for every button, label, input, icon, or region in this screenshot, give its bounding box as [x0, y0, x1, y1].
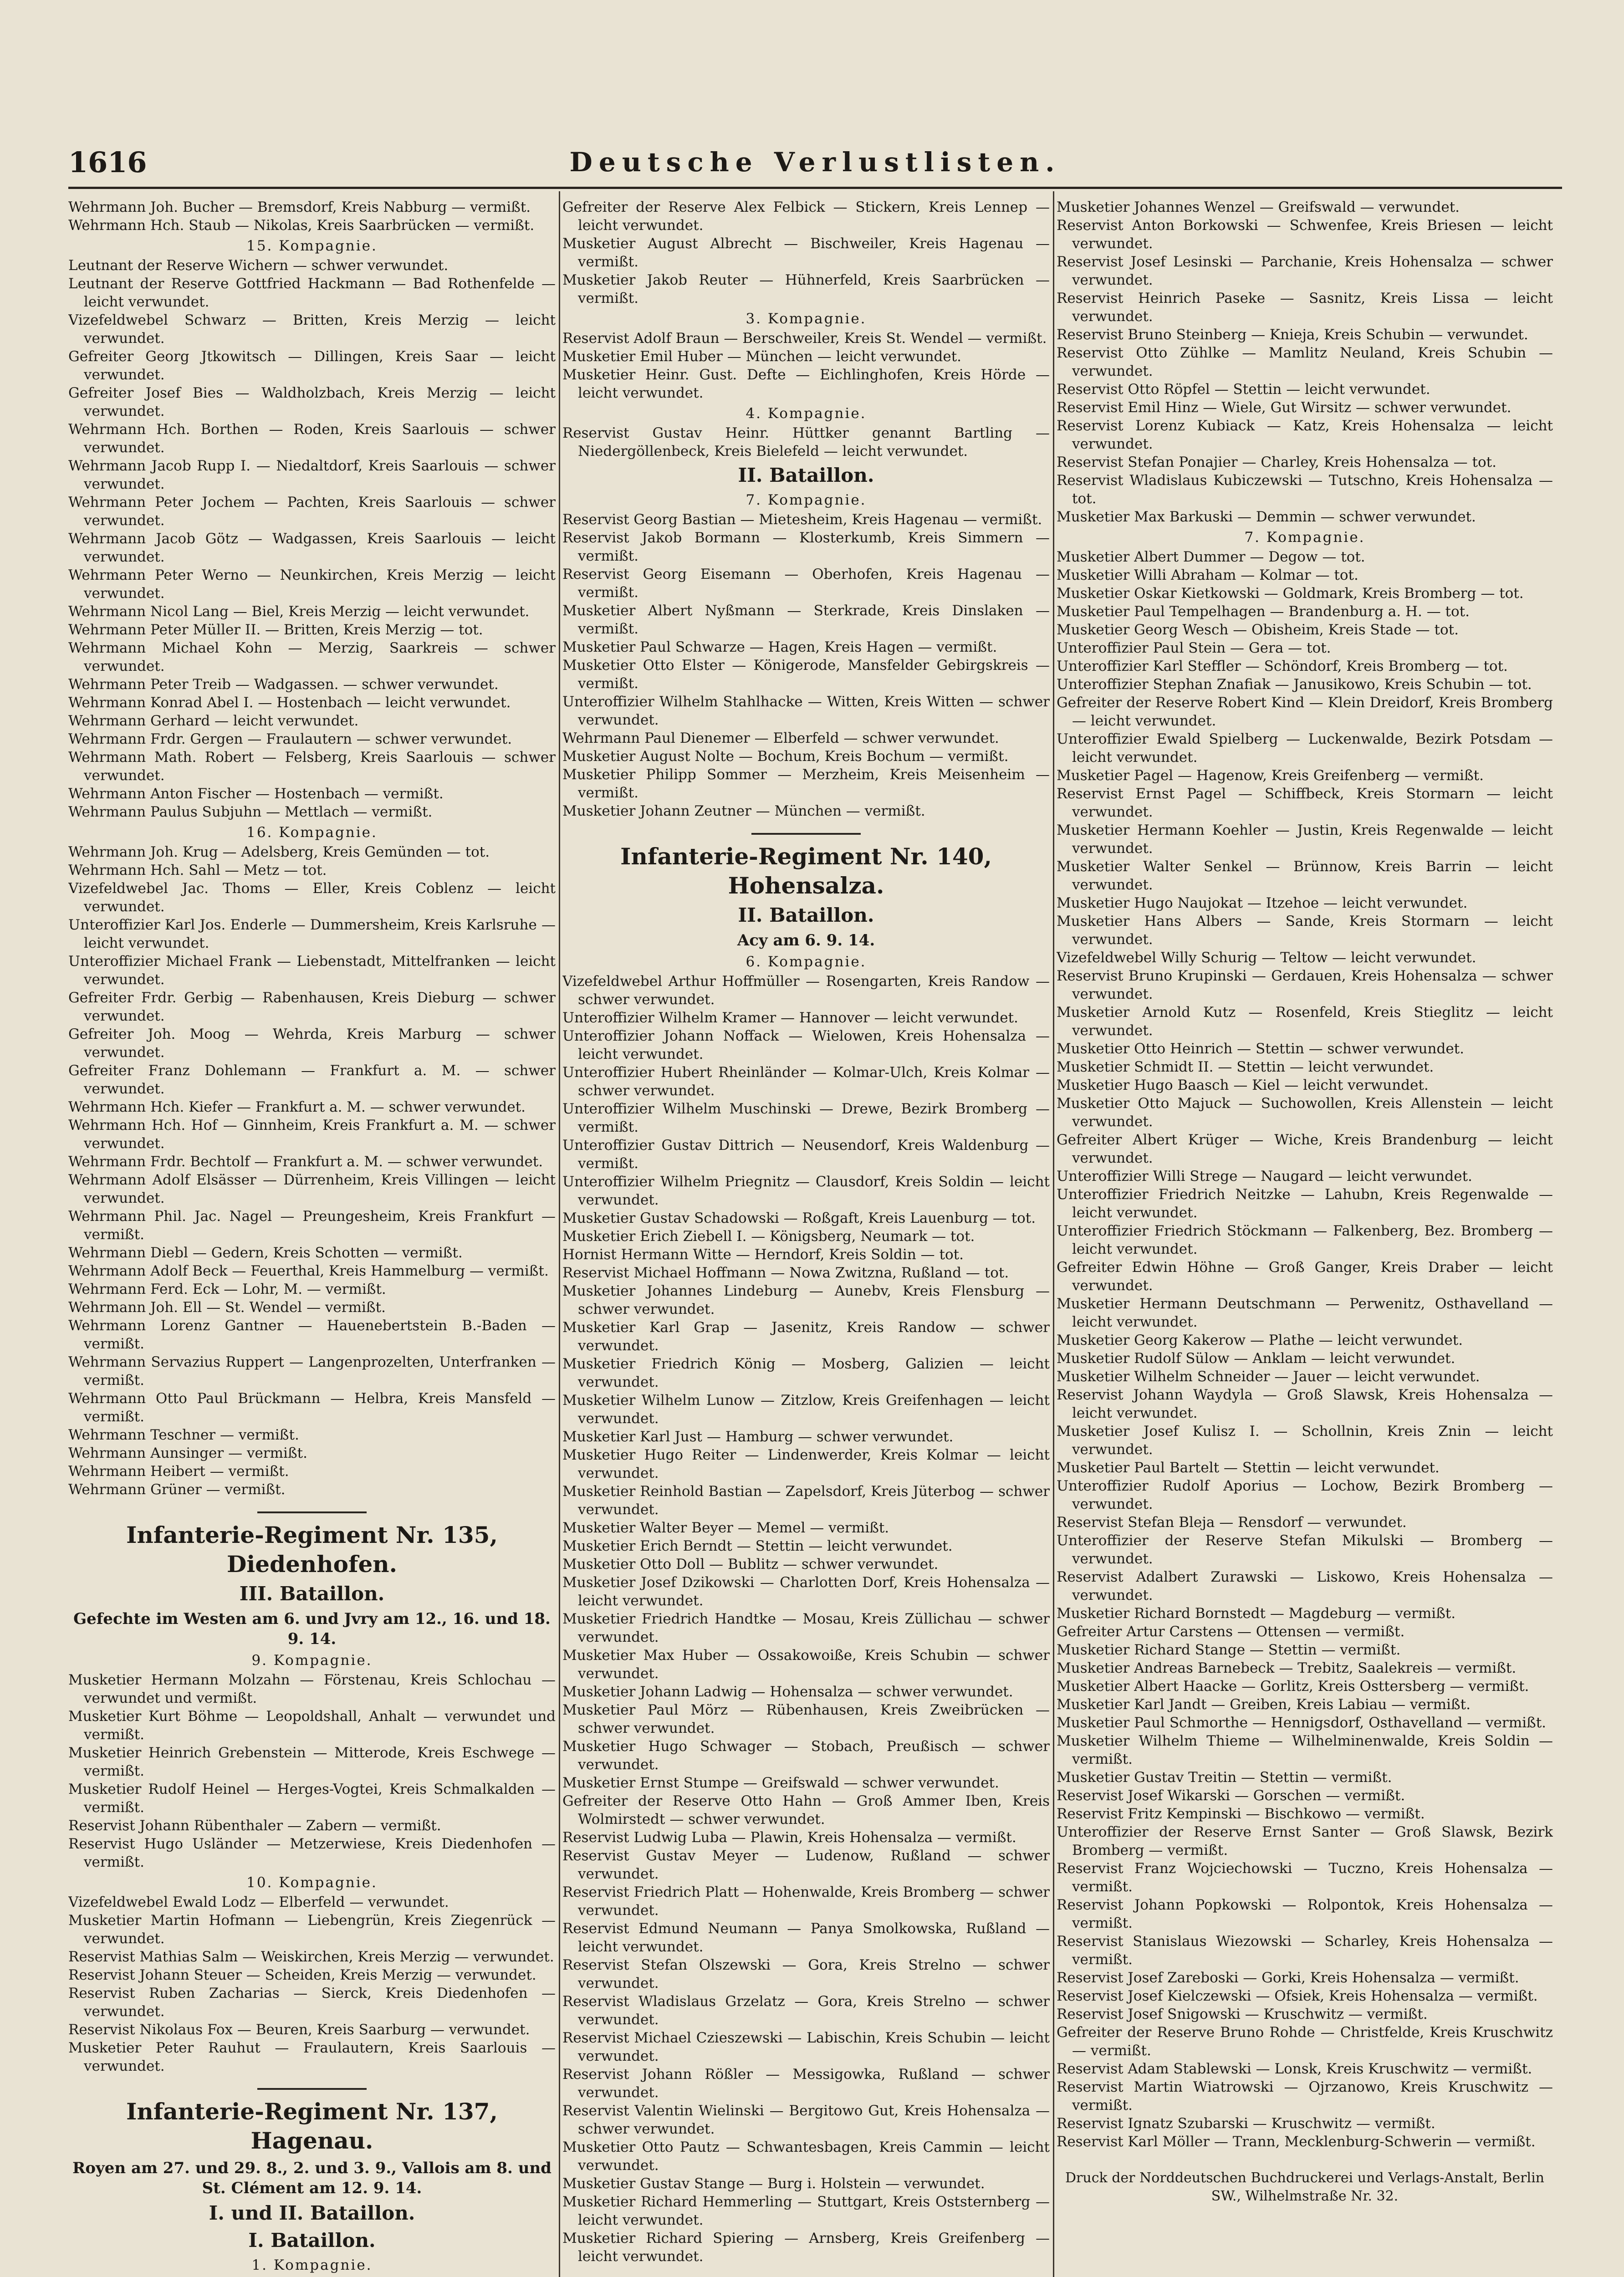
- casualty-entry: Musketier Otto Majuck — Suchowollen, Kreis Allenstein — leicht verwundet.: [1057, 1095, 1553, 1130]
- casualty-entry: Musketier Albert Haacke — Gorlitz, Kreis Osttersberg — vermißt.: [1057, 1678, 1529, 1695]
- battle-subheading: Royen am 27. und 29. 8., 2. und 3. 9., Vallois am 8. und St. Clément am 12. 9. 14.: [72, 2159, 552, 2197]
- section-rule: [257, 2088, 367, 2090]
- casualty-entry: Gefreiter der Reserve Otto Hahn — Groß Ammer Iben, Kreis Wolmirstedt — schwer verwundet.: [562, 1793, 1050, 1828]
- casualty-entry: Musketier Paul Bartelt — Stettin — leicht verwundet.: [1057, 1460, 1440, 1476]
- entry-list: [562, 511, 1050, 820]
- casualty-entry: Reservist Otto Zühlke — Mamlitz Neuland, Kreis Schubin — verwundet.: [1057, 345, 1553, 379]
- casualty-entry: Musketier Wilhelm Schneider — Jauer — leicht verwundet.: [1057, 1368, 1480, 1385]
- casualty-entry: Reservist Mathias Salm — Weiskirchen, Kreis Merzig — verwundet.: [68, 1949, 554, 1965]
- casualty-entry: Unteroffizier der Reserve Stefan Mikulski — Bromberg — verwundet.: [1057, 1532, 1553, 1567]
- casualty-entry: Reservist Franz Wojciechowski — Tuczno, Kreis Hohensalza — vermißt.: [1057, 1860, 1553, 1895]
- casualty-entry: Wehrmann Jacob Götz — Wadgassen, Kreis Saarlouis — leicht verwundet.: [68, 531, 556, 565]
- casualty-entry: Wehrmann Gerhard — leicht verwundet.: [68, 713, 359, 729]
- casualty-entry: Musketier Hugo Schwager — Stobach, Preußisch — schwer verwundet.: [562, 1738, 1050, 1773]
- casualty-entry: Unteroffizier Wilhelm Priegnitz — Clausdorf, Kreis Soldin — leicht verwundet.: [562, 1174, 1050, 1208]
- casualty-entry: Wehrmann Joh. Ell — St. Wendel — vermißt.: [68, 1299, 386, 1316]
- casualty-entry: Wehrmann Aunsinger — vermißt.: [68, 1445, 307, 1461]
- entry-list: [68, 198, 556, 235]
- casualty-entry: Musketier Georg Kakerow — Plathe — leicht verwundet.: [1057, 1332, 1463, 1348]
- running-title: Deutsche Verlustlisten.: [569, 147, 1061, 178]
- casualty-entry: Wehrmann Hch. Hof — Ginnheim, Kreis Frankfurt a. M. — schwer verwundet.: [68, 1117, 556, 1152]
- casualty-entry: Reservist Fritz Kempinski — Bischkowo — vermißt.: [1057, 1806, 1425, 1822]
- casualty-entry: Vizefeldwebel Arthur Hoffmüller — Rosengarten, Kreis Randow — schwer verwundet.: [562, 973, 1050, 1008]
- casualty-entry: Musketier Georg Wesch — Obisheim, Kreis Stade — tot.: [1057, 622, 1459, 638]
- casualty-entry: Musketier Walter Beyer — Memel — vermißt.: [562, 1520, 889, 1536]
- entry-list: [1057, 198, 1553, 526]
- casualty-entry: Wehrmann Peter Müller II. — Britten, Kreis Merzig — tot.: [68, 622, 483, 638]
- casualty-entry: Wehrmann Joh. Bucher — Bremsdorf, Kreis Nabburg — vermißt.: [68, 199, 531, 215]
- casualty-entry: Musketier Ernst Stumpe — Greifswald — schwer verwundet.: [562, 1775, 999, 1791]
- casualty-entry: Unteroffizier Gustav Dittrich — Neusendorf, Kreis Waldenburg — vermißt.: [562, 1137, 1050, 1172]
- casualty-entry: Reservist Michael Hoffmann — Nowa Zwitzna, Rußland — tot.: [562, 1265, 1009, 1281]
- casualty-entry: Gefreiter Frdr. Gerbig — Rabenhausen, Kreis Dieburg — schwer verwundet.: [68, 990, 556, 1024]
- battalion-heading: I. Bataillon.: [248, 2229, 376, 2251]
- casualty-entry: Musketier Johann Ladwig — Hohensalza — schwer verwundet.: [562, 1684, 1013, 1700]
- casualty-entry: Unteroffizier Rudolf Aporius — Lochow, Bezirk Bromberg — verwundet.: [1057, 1478, 1553, 1512]
- casualty-entry: Musketier Philipp Sommer — Merzheim, Kreis Meisenheim — vermißt.: [562, 766, 1050, 801]
- casualty-entry: Musketier Arnold Kutz — Rosenfeld, Kreis Stieglitz — leicht verwundet.: [1057, 1004, 1553, 1039]
- section-rule: [257, 1511, 367, 1513]
- casualty-entry: Reservist Johann Waydyla — Groß Slawsk, Kreis Hohensalza — leicht verwundet.: [1057, 1387, 1553, 1421]
- casualty-entry: Wehrmann Math. Robert — Felsberg, Kreis Saarlouis — schwer verwundet.: [68, 749, 556, 784]
- column-divider: [1053, 191, 1054, 2277]
- casualty-entry: Musketier Willi Abraham — Kolmar — tot.: [1057, 567, 1358, 583]
- entry-list: [68, 1671, 556, 1871]
- casualty-entry: Reservist Georg Eisemann — Oberhofen, Kreis Hagenau — vermißt.: [562, 566, 1050, 601]
- casualty-entry: Wehrmann Hch. Kiefer — Frankfurt a. M. — schwer verwundet.: [68, 1099, 526, 1115]
- casualty-entry: Reservist Johann Steuer — Scheiden, Kreis Merzig — verwundet.: [68, 1967, 536, 1983]
- casualty-entry: Musketier Jakob Reuter — Hühnerfeld, Kreis Saarbrücken — vermißt.: [562, 272, 1050, 306]
- casualty-entry: Reservist Valentin Wielinski — Bergitowo Gut, Kreis Hohensalza — schwer verwundet.: [562, 2103, 1050, 2137]
- casualty-entry: Reservist Adalbert Zurawski — Liskowo, Kreis Hohensalza — verwundet.: [1057, 1569, 1553, 1603]
- casualty-entry: Reservist Michael Czieszewski — Labischin, Kreis Schubin — leicht verwundet.: [562, 2030, 1050, 2064]
- casualty-entry: Musketier Paul Tempelhagen — Brandenburg a. H. — tot.: [1057, 603, 1470, 620]
- casualty-entry: Reservist Stefan Olszewski — Gora, Kreis Strelno — schwer verwundet.: [562, 1957, 1050, 1991]
- casualty-entry: Musketier Gustav Stange — Burg i. Holstein — verwundet.: [562, 2175, 985, 2192]
- casualty-entry: Musketier August Nolte — Bochum, Kreis Bochum — vermißt.: [562, 748, 1009, 765]
- company-heading: 6. Kompagnie.: [746, 954, 867, 970]
- casualty-entry: Unteroffizier Michael Frank — Liebenstadt, Mittelfranken — leicht verwundet.: [68, 953, 556, 988]
- casualty-entry: Reservist Ludwig Luba — Plawin, Kreis Hohensalza — vermißt.: [562, 1829, 1016, 1846]
- casualty-entry: Musketier Erich Berndt — Stettin — leicht verwundet.: [562, 1538, 953, 1554]
- casualty-entry: Reservist Edmund Neumann — Panya Smolkowska, Rußland — leicht verwundet.: [562, 1920, 1050, 1955]
- casualty-entry: Wehrmann Otto Paul Brückmann — Helbra, Kreis Mansfeld — vermißt.: [68, 1390, 556, 1425]
- casualty-entry: Vizefeldwebel Willy Schurig — Teltow — leicht verwundet.: [1057, 950, 1476, 966]
- casualty-entry: Musketier Johann Zeutner — München — vermißt.: [562, 803, 925, 819]
- battalion-heading: II. Bataillon.: [738, 464, 874, 486]
- casualty-entry: Musketier Walter Senkel — Brünnow, Kreis Barrin — leicht verwundet.: [1057, 858, 1553, 893]
- casualty-entry: Musketier Hermann Koehler — Justin, Kreis Regenwalde — leicht verwundet.: [1057, 822, 1553, 857]
- casualty-entry: Reservist Stanislaus Wiezowski — Scharley, Kreis Hohensalza — vermißt.: [1057, 1933, 1553, 1968]
- regiment-title: Infanterie-Regiment Nr. 137, Hagenau.: [126, 2098, 498, 2154]
- casualty-entry: Reservist Bruno Krupinski — Gerdauen, Kreis Hohensalza — schwer verwundet.: [1057, 968, 1553, 1002]
- casualty-entry: Musketier Albert Dummer — Degow — tot.: [1057, 549, 1365, 565]
- casualty-entry: Wehrmann Peter Jochem — Pachten, Kreis Saarlouis — schwer verwundet.: [68, 494, 556, 529]
- casualty-entry: Reservist Hugo Usländer — Metzerwiese, Kreis Diedenhofen — vermißt.: [68, 1836, 556, 1870]
- casualty-entry: Wehrmann Michael Kohn — Merzig, Saarkreis — schwer verwundet.: [68, 640, 556, 674]
- column-1: [68, 198, 556, 2277]
- casualty-entry: Wehrmann Ferd. Eck — Lohr, M. — vermißt.: [68, 1281, 386, 1297]
- company-heading: 7. Kompagnie.: [746, 492, 867, 508]
- battalion-heading: II. Bataillon.: [738, 904, 874, 926]
- casualty-entry: Gefreiter Albert Krüger — Wiche, Kreis Brandenburg — leicht verwundet.: [1057, 1132, 1553, 1166]
- casualty-entry: Musketier Otto Doll — Bublitz — schwer verwundet.: [562, 1556, 939, 1572]
- casualty-entry: Musketier Max Barkuski — Demmin — schwer verwundet.: [1057, 509, 1476, 525]
- casualty-entry: Musketier Schmidt II. — Stettin — leicht verwundet.: [1057, 1059, 1434, 1075]
- column-3: [1057, 198, 1553, 2277]
- entry-list: [562, 424, 1050, 460]
- casualty-entry: Wehrmann Teschner — vermißt.: [68, 1427, 299, 1443]
- casualty-entry: Gefreiter der Reserve Robert Kind — Klein Dreidorf, Kreis Bromberg — leicht verwundet.: [1057, 694, 1553, 729]
- entry-list: [562, 198, 1050, 307]
- company-heading: 9. Kompagnie.: [251, 1652, 373, 1669]
- casualty-entry: Musketier Hugo Naujokat — Itzehoe — leicht verwundet.: [1057, 895, 1468, 911]
- casualty-entry: Reservist Friedrich Platt — Hohenwalde, Kreis Bromberg — schwer verwundet.: [562, 1884, 1050, 1919]
- casualty-entry: Wehrmann Peter Werno — Neunkirchen, Kreis Merzig — leicht verwundet.: [68, 567, 556, 602]
- casualty-entry: Reservist Georg Bastian — Mietesheim, Kreis Hagenau — vermißt.: [562, 511, 1042, 528]
- casualty-entry: Wehrmann Frdr. Gergen — Fraulautern — schwer verwundet.: [68, 731, 512, 747]
- casualty-entry: Reservist Adolf Braun — Berschweiler, Kreis St. Wendel — vermißt.: [562, 330, 1047, 347]
- casualty-entry: Reservist Wladislaus Kubiczewski — Tutschno, Kreis Hohensalza — tot.: [1057, 472, 1553, 507]
- column-2: [562, 198, 1050, 2277]
- casualty-entry: Musketier Otto Heinrich — Stettin — schwer verwundet.: [1057, 1041, 1464, 1057]
- company-heading: 1. Kompagnie.: [251, 2257, 373, 2273]
- casualty-entry: Musketier Hugo Reiter — Lindenwerder, Kreis Kolmar — leicht verwundet.: [562, 1447, 1050, 1481]
- casualty-entry: Musketier Friedrich Handtke — Mosau, Kreis Züllichau — schwer verwundet.: [562, 1611, 1050, 1645]
- casualty-entry: Musketier Paul Mörz — Rübenhausen, Kreis Zweibrücken — schwer verwundet.: [562, 1702, 1050, 1736]
- casualty-entry: Vizefeldwebel Schwarz — Britten, Kreis Merzig — leicht verwundet.: [68, 312, 556, 347]
- casualty-entry: Unteroffizier Willi Strege — Naugard — leicht verwundet.: [1057, 1168, 1472, 1184]
- casualty-entry: Reservist Stefan Bleja — Rensdorf — verwundet.: [1057, 1514, 1407, 1531]
- casualty-entry: Musketier Martin Hofmann — Liebengrün, Kreis Ziegenrück — verwundet.: [68, 1912, 556, 1947]
- casualty-entry: Wehrmann Adolf Beck — Feuerthal, Kreis Hammelburg — vermißt.: [68, 1263, 549, 1279]
- casualty-entry: Wehrmann Diebl — Gedern, Kreis Schotten — vermißt.: [68, 1245, 463, 1261]
- casualty-entry: Wehrmann Adolf Elsässer — Dürrenheim, Kreis Villingen — leicht verwundet.: [68, 1172, 556, 1206]
- casualty-entry: Musketier Heinr. Gust. Defte — Eichlinghofen, Kreis Hörde — leicht verwundet.: [562, 367, 1050, 401]
- casualty-entry: Reservist Josef Wikarski — Gorschen — vermißt.: [1057, 1787, 1405, 1804]
- casualty-entry: Unteroffizier Karl Jos. Enderle — Dummersheim, Kreis Karlsruhe — leicht verwundet.: [68, 917, 556, 951]
- casualty-entry: Reservist Karl Möller — Trann, Mecklenburg-Schwerin — vermißt.: [1057, 2134, 1536, 2150]
- casualty-entry: Wehrmann Heibert — vermißt.: [68, 1463, 289, 1480]
- casualty-entry: Musketier Hermann Deutschmann — Perwenitz, Osthavelland — leicht verwundet.: [1057, 1296, 1553, 1330]
- casualty-entry: Musketier Richard Bornstedt — Magdeburg — vermißt.: [1057, 1605, 1456, 1622]
- casualty-entry: Wehrmann Paulus Subjuhn — Mettlach — vermißt.: [68, 804, 433, 820]
- casualty-entry: Musketier Richard Hemmerling — Stuttgart, Kreis Oststernberg — leicht verwundet.: [562, 2194, 1050, 2228]
- casualty-entry: Musketier Heinrich Grebenstein — Mitterode, Kreis Eschwege — vermißt.: [68, 1745, 556, 1779]
- casualty-entry: Musketier Friedrich König — Mosberg, Galizien — leicht verwundet.: [562, 1356, 1050, 1390]
- casualty-entry: Musketier Johannes Lindeburg — Aunebv, Kreis Flensburg — schwer verwundet.: [562, 1283, 1050, 1317]
- casualty-entry: Musketier Paul Schmorthe — Hennigsdorf, Osthavelland — vermißt.: [1057, 1715, 1547, 1731]
- casualty-entry: Unteroffizier Friedrich Neitzke — Lahubn, Kreis Regenwalde — leicht verwundet.: [1057, 1186, 1553, 1221]
- casualty-entry: Wehrmann Hch. Staub — Nikolas, Kreis Saarbrücken — vermißt.: [68, 217, 535, 234]
- entry-list: [562, 329, 1050, 402]
- casualty-entry: Musketier Hugo Baasch — Kiel — leicht verwundet.: [1057, 1077, 1429, 1093]
- casualty-entry: Gefreiter Artur Carstens — Ottensen — vermißt.: [1057, 1624, 1405, 1640]
- casualty-entry: Wehrmann Lorenz Gantner — Hauenebertstein B.-Baden — vermißt.: [68, 1317, 556, 1352]
- company-heading: 16. Kompagnie.: [246, 824, 378, 841]
- casualty-entry: Reservist Ignatz Szubarski — Kruschwitz — vermißt.: [1057, 2115, 1435, 2132]
- casualty-entry: Gefreiter der Reserve Alex Felbick — Stickern, Kreis Lennep — leicht verwundet.: [562, 199, 1050, 234]
- casualty-entry: Wehrmann Jacob Rupp I. — Niedaltdorf, Kreis Saarlouis — schwer verwundet.: [68, 458, 556, 492]
- casualty-entry: Reservist Johann Rößler — Messigowka, Rußland — schwer verwundet.: [562, 2066, 1050, 2101]
- casualty-entry: Wehrmann Joh. Krug — Adelsberg, Kreis Gemünden — tot.: [68, 844, 490, 860]
- casualty-entry: Unteroffizier Johann Noffack — Wielowen, Kreis Hohensalza — leicht verwundet.: [562, 1028, 1050, 1062]
- casualty-entry: Musketier Josef Kulisz I. — Schollnin, Kreis Znin — leicht verwundet.: [1057, 1423, 1553, 1458]
- casualty-entry: Unteroffizier Stephan Znafiak — Janusikowo, Kreis Schubin — tot.: [1057, 676, 1532, 693]
- casualty-entry: Unteroffizier Ewald Spielberg — Luckenwalde, Bezirk Potsdam — leicht verwundet.: [1057, 731, 1553, 766]
- casualty-entry: Musketier Otto Elster — Königerode, Mansfelder Gebirgskreis — vermißt.: [562, 657, 1050, 692]
- casualty-entry: Musketier Rudolf Heinel — Herges-Vogtei, Kreis Schmalkalden — vermißt.: [68, 1781, 556, 1816]
- casualty-entry: Reservist Bruno Steinberg — Knieja, Kreis Schubin — verwundet.: [1057, 327, 1528, 343]
- casualty-entry: Hornist Hermann Witte — Herndorf, Kreis Soldin — tot.: [562, 1246, 964, 1263]
- battle-subheading: Acy am 6. 9. 14.: [737, 931, 875, 950]
- casualty-entry: Musketier Pagel — Hagenow, Kreis Greifenberg — vermißt.: [1057, 767, 1484, 784]
- casualty-entry: Musketier Paul Schwarze — Hagen, Kreis Hagen — vermißt.: [562, 639, 997, 655]
- casualty-entry: Musketier Wilhelm Lunow — Zitzlow, Kreis Greifenhagen — leicht verwundet.: [562, 1392, 1050, 1427]
- casualty-entry: Musketier Karl Jandt — Greiben, Kreis Labiau — vermißt.: [1057, 1696, 1471, 1713]
- casualty-entry: Wehrmann Hch. Sahl — Metz — tot.: [68, 862, 327, 878]
- battle-subheading: Gefechte im Westen am 6. und Jvry am 12., 16. und 18. 9. 14.: [73, 1610, 551, 1648]
- entry-list: [1057, 548, 1553, 2151]
- company-heading: 4. Kompagnie.: [746, 405, 867, 422]
- casualty-entry: Musketier Johannes Wenzel — Greifswald — verwundet.: [1057, 199, 1460, 215]
- casualty-entry: Reservist Josef Lesinski — Parchanie, Kreis Hohensalza — schwer verwundet.: [1057, 254, 1553, 288]
- casualty-entry: Leutnant der Reserve Wichern — schwer verwundet.: [68, 257, 449, 274]
- casualty-entry: Gefreiter Franz Dohlemann — Frankfurt a. M. — schwer verwundet.: [68, 1062, 556, 1097]
- entry-list: [68, 256, 556, 821]
- entry-list: [562, 972, 1050, 2266]
- casualty-entry: Wehrmann Peter Treib — Wadgassen. — schwer verwundet.: [68, 676, 499, 693]
- section-rule: [751, 833, 861, 835]
- casualty-entry: Reservist Adam Stablewski — Lonsk, Kreis Kruschwitz — vermißt.: [1057, 2061, 1532, 2077]
- casualty-entry: Musketier Hermann Molzahn — Förstenau, Kreis Schlochau — verwundet und vermißt.: [68, 1672, 556, 1706]
- printer-imprint: Druck der Norddeutschen Buchdruckerei und Verlags-Anstalt, Berlin SW., Wilhelmstraße Nr. 32.: [1065, 2170, 1544, 2204]
- casualty-entry: Musketier Kurt Böhme — Leopoldshall, Anhalt — verwundet und vermißt.: [68, 1708, 556, 1743]
- casualty-entry: Vizefeldwebel Ewald Lodz — Elberfeld — verwundet.: [68, 1894, 449, 1910]
- casualty-entry: Reservist Ernst Pagel — Schiffbeck, Kreis Stormarn — leicht verwundet.: [1057, 786, 1553, 820]
- casualty-entry: Unteroffizier Wilhelm Stahlhacke — Witten, Kreis Witten — schwer verwundet.: [562, 694, 1050, 728]
- casualty-entry: Wehrmann Phil. Jac. Nagel — Preungesheim, Kreis Frankfurt — vermißt.: [68, 1208, 556, 1243]
- casualty-entry: Gefreiter Edwin Höhne — Groß Ganger, Kreis Draber — leicht verwundet.: [1057, 1259, 1553, 1294]
- casualty-entry: Reservist Wladislaus Grzelatz — Gora, Kreis Strelno — schwer verwundet.: [562, 1993, 1050, 2028]
- casualty-entry: Gefreiter Joh. Moog — Wehrda, Kreis Marburg — schwer verwundet.: [68, 1026, 556, 1061]
- casualty-entry: Musketier Karl Just — Hamburg — schwer verwundet.: [562, 1429, 954, 1445]
- company-heading: 7. Kompagnie.: [1244, 529, 1365, 546]
- casualty-entry: Wehrmann Hch. Borthen — Roden, Kreis Saarlouis — schwer verwundet.: [68, 421, 556, 456]
- regiment-title: Infanterie-Regiment Nr. 135, Diedenhofen.: [126, 1521, 498, 1578]
- casualty-entry: Unteroffizier Wilhelm Muschinski — Drewe, Bezirk Bromberg — vermißt.: [562, 1101, 1050, 1135]
- casualty-entry: Reservist Johann Popkowski — Rolpontok, Kreis Hohensalza — vermißt.: [1057, 1897, 1553, 1931]
- company-heading: 3. Kompagnie.: [746, 311, 867, 327]
- casualty-entry: Unteroffizier Wilhelm Kramer — Hannover — leicht verwundet.: [562, 1010, 1018, 1026]
- casualty-entry: Musketier Andreas Barnebeck — Trebitz, Saalekreis — vermißt.: [1057, 1660, 1517, 1676]
- casualty-entry: Reservist Ruben Zacharias — Sierck, Kreis Diedenhofen — verwundet.: [68, 1985, 556, 2020]
- casualty-entry: Gefreiter Josef Bies — Waldholzbach, Kreis Merzig — leicht verwundet.: [68, 385, 556, 419]
- page-header: [68, 146, 1562, 189]
- casualty-entry: Reservist Josef Kielczewski — Ofsiek, Kreis Hohensalza — vermißt.: [1057, 1988, 1538, 2004]
- casualty-entry: Wehrmann Servazius Ruppert — Langenprozelten, Unterfranken — vermißt.: [68, 1354, 556, 1389]
- casualty-entry: Unteroffizier Paul Stein — Gera — tot.: [1057, 640, 1331, 656]
- casualty-entry: Reservist Gustav Heinr. Hüttker genannt Bartling — Niedergöllenbeck, Kreis Bielefeld — leicht verwundet.: [562, 425, 1050, 459]
- casualty-entry: Musketier Richard Stange — Stettin — vermißt.: [1057, 1642, 1401, 1658]
- company-heading: 10. Kompagnie.: [246, 1874, 378, 1891]
- casualty-entry: Musketier Karl Grap — Jasenitz, Kreis Randow — schwer verwundet.: [562, 1319, 1050, 1354]
- casualty-entry: Musketier Richard Spiering — Arnsberg, Kreis Greifenberg — leicht verwundet.: [562, 2230, 1050, 2265]
- casualty-entry: Reservist Martin Wiatrowski — Ojrzanowo, Kreis Kruschwitz — vermißt.: [1057, 2079, 1553, 2114]
- casualty-entry: Wehrmann Anton Fischer — Hostenbach — vermißt.: [68, 786, 444, 802]
- casualty-entry: Reservist Stefan Ponajier — Charley, Kreis Hohensalza — tot.: [1057, 454, 1496, 470]
- casualty-entry: Wehrmann Nicol Lang — Biel, Kreis Merzig — leicht verwundet.: [68, 603, 530, 620]
- casualty-entry: Reservist Josef Snigowski — Kruschwitz — vermißt.: [1057, 2006, 1428, 2022]
- casualty-entry: Reservist Otto Röpfel — Stettin — leicht verwundet.: [1057, 381, 1430, 398]
- casualty-entry: Vizefeldwebel Jac. Thoms — Eller, Kreis Coblenz — leicht verwundet.: [68, 880, 556, 915]
- casualty-entry: Unteroffizier Hubert Rheinländer — Kolmar-Ulch, Kreis Kolmar — schwer verwundet.: [562, 1064, 1050, 1099]
- casualty-entry: Musketier Max Huber — Ossakowoiße, Kreis Schubin — schwer verwundet.: [562, 1647, 1050, 1682]
- regiment-title: Infanterie-Regiment Nr. 140, Hohensalza.: [620, 843, 992, 899]
- casualty-entry: Musketier Reinhold Bastian — Zapelsdorf, Kreis Jüterbog — schwer verwundet.: [562, 1483, 1050, 1518]
- casualty-entry: Musketier Erich Ziebell I. — Königsberg, Neumark — tot.: [562, 1228, 975, 1245]
- casualty-entry: Wehrmann Frdr. Bechtolf — Frankfurt a. M. — schwer verwundet.: [68, 1154, 543, 1170]
- casualty-entry: Unteroffizier Karl Steffler — Schöndorf, Kreis Bromberg — tot.: [1057, 658, 1508, 674]
- column-divider: [559, 191, 560, 2277]
- casualty-entry: Reservist Johann Rübenthaler — Zabern — vermißt.: [68, 1818, 441, 1834]
- casualty-entry: Reservist Lorenz Kubiack — Katz, Kreis Hohensalza — leicht verwundet.: [1057, 418, 1553, 452]
- casualty-entry: Wehrmann Konrad Abel I. — Hostenbach — leicht verwundet.: [68, 694, 511, 711]
- casualty-entry: Gefreiter Georg Jtkowitsch — Dillingen, Kreis Saar — leicht verwundet.: [68, 348, 556, 383]
- casualty-entry: Wehrmann Paul Dienemer — Elberfeld — schwer verwundet.: [562, 730, 999, 746]
- entry-list: [68, 843, 556, 1499]
- casualty-entry: Musketier Wilhelm Thieme — Wilhelminenwalde, Kreis Soldin — vermißt.: [1057, 1733, 1553, 1767]
- battalion-heading: I. und II. Bataillon.: [209, 2202, 415, 2224]
- casualty-entry: Reservist Josef Zareboski — Gorki, Kreis Hohensalza — vermißt.: [1057, 1970, 1519, 1986]
- casualty-entry: Musketier Hans Albers — Sande, Kreis Stormarn — leicht verwundet.: [1057, 913, 1553, 948]
- battalion-heading: III. Bataillon.: [239, 1583, 385, 1605]
- casualty-entry: Musketier Gustav Treitin — Stettin — vermißt.: [1057, 1769, 1392, 1786]
- company-heading: 15. Kompagnie.: [246, 238, 378, 254]
- casualty-entry: Wehrmann Grüner — vermißt.: [68, 1481, 286, 1498]
- casualty-entry: Reservist Nikolaus Fox — Beuren, Kreis Saarburg — verwundet.: [68, 2022, 530, 2038]
- casualty-entry: Unteroffizier der Reserve Ernst Santer — Groß Slawsk, Bezirk Bromberg — vermißt.: [1057, 1824, 1553, 1858]
- page-number: 1616: [68, 146, 147, 179]
- casualty-entry: Musketier Peter Rauhut — Fraulautern, Kreis Saarlouis — verwundet.: [68, 2040, 556, 2074]
- casualty-entry: Unteroffizier Friedrich Stöckmann — Falkenberg, Bez. Bromberg — leicht verwundet.: [1057, 1223, 1553, 1257]
- casualty-entry: Reservist Jakob Bormann — Klosterkumb, Kreis Simmern — vermißt.: [562, 530, 1050, 564]
- entry-list: [68, 1893, 556, 2075]
- casualty-entry: Musketier Rudolf Sülow — Anklam — leicht verwundet.: [1057, 1350, 1455, 1367]
- casualty-entry: Reservist Anton Borkowski — Schwenfee, Kreis Briesen — leicht verwundet.: [1057, 217, 1553, 252]
- casualty-entry: Musketier August Albrecht — Bischweiler, Kreis Hagenau — vermißt.: [562, 235, 1050, 270]
- casualty-entry: Reservist Gustav Meyer — Ludenow, Rußland — schwer verwundet.: [562, 1848, 1050, 1882]
- casualty-entry: Reservist Emil Hinz — Wiele, Gut Wirsitz — schwer verwundet.: [1057, 399, 1512, 416]
- casualty-entry: Musketier Albert Nyßmann — Sterkrade, Kreis Dinslaken — vermißt.: [562, 602, 1050, 637]
- casualty-entry: Musketier Emil Huber — München — leicht verwundet.: [562, 348, 962, 365]
- casualty-entry: Reservist Heinrich Paseke — Sasnitz, Kreis Lissa — leicht verwundet.: [1057, 290, 1553, 325]
- casualty-entry: Musketier Otto Pautz — Schwantesbagen, Kreis Cammin — leicht verwundet.: [562, 2139, 1050, 2174]
- casualty-entry: Leutnant der Reserve Gottfried Hackmann — Bad Rothenfelde — leicht verwundet.: [68, 276, 556, 310]
- casualty-entry: Musketier Gustav Schadowski — Roßgaft, Kreis Lauenburg — tot.: [562, 1210, 1036, 1226]
- casualty-entry: Musketier Josef Dzikowski — Charlotten Dorf, Kreis Hohensalza — leicht verwundet.: [562, 1574, 1050, 1609]
- casualty-entry: Gefreiter der Reserve Bruno Rohde — Christfelde, Kreis Kruschwitz — vermißt.: [1057, 2024, 1553, 2059]
- casualty-entry: Musketier Oskar Kietkowski — Goldmark, Kreis Bromberg — tot.: [1057, 585, 1524, 602]
